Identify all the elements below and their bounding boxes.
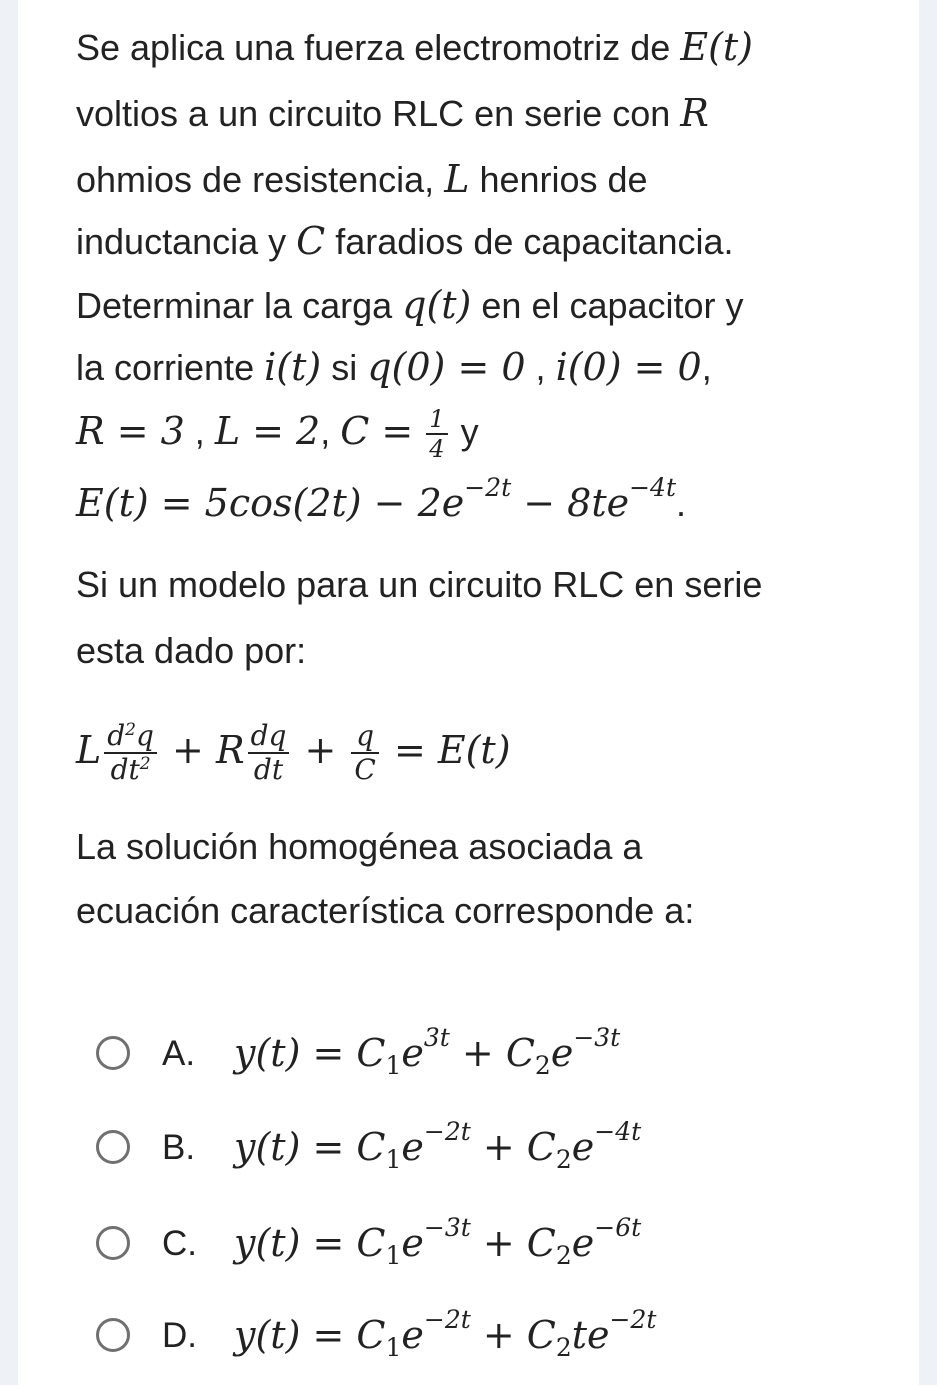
exponent: −3t — [423, 1213, 471, 1242]
radio-button-c[interactable] — [96, 1226, 130, 1260]
math-dt: dt — [110, 753, 140, 787]
separator: , — [184, 411, 215, 452]
problem-text: ohmios de resistencia, — [76, 159, 435, 200]
problem-line-6 — [76, 334, 876, 401]
separator: , — [701, 347, 712, 388]
exponent: 3t — [423, 1023, 450, 1052]
math-mid: + C — [470, 1125, 556, 1169]
problem-text: y — [460, 411, 479, 452]
problem-line-1 — [76, 14, 876, 81]
math-mid: + C — [470, 1221, 556, 1265]
model-line-2 — [76, 618, 876, 684]
fraction-numerator: 1 — [426, 407, 447, 435]
problem-text: Se aplica una fuerza electromotriz de — [76, 27, 671, 68]
math-d: d — [107, 719, 126, 753]
math-q-of-t: q(t) — [402, 283, 472, 327]
option-letter: A. — [162, 1034, 196, 1073]
math-plus: + — [292, 728, 349, 772]
math-e: e — [401, 1313, 424, 1357]
option-letter: C. — [162, 1224, 197, 1263]
math-r-value: R = 3 — [76, 409, 185, 453]
question-line-2 — [76, 878, 876, 944]
exponent: −2t — [609, 1305, 657, 1334]
problem-text: Determinar la carga — [76, 285, 393, 326]
problem-text: en el capacitor y — [481, 285, 744, 326]
fraction-denominator: dt — [253, 753, 284, 787]
math-e-definition: E(t) = 5cos(2t) − 2e — [76, 481, 465, 525]
option-letter: D. — [162, 1316, 197, 1355]
option-a[interactable] — [96, 1024, 816, 1084]
math-e: e — [571, 1125, 595, 1169]
math-i-of-t: i(t) — [264, 345, 322, 389]
option-equation — [234, 1117, 642, 1177]
problem-text: voltios a un circuito RLC en serie con — [76, 93, 671, 134]
subscript: 1 — [385, 1241, 402, 1270]
separator: . — [676, 483, 687, 524]
math-e: e — [571, 1221, 595, 1265]
math-e: te — [571, 1313, 610, 1357]
exponent: −2t — [423, 1305, 471, 1334]
radio-button-b[interactable] — [96, 1130, 130, 1164]
option-d[interactable] — [96, 1306, 816, 1366]
math-e-of-t: E(t) — [680, 25, 754, 69]
math-e: e — [401, 1125, 424, 1169]
math-lhs: y(t) = C — [234, 1221, 386, 1265]
problem-line-8 — [76, 470, 876, 541]
fraction-numerator: q — [351, 722, 378, 754]
question-text: La solución homogénea asociada a — [76, 826, 643, 867]
problem-line-4 — [76, 208, 876, 275]
exponent: −2t — [464, 473, 512, 502]
fraction-dq-dt — [248, 719, 290, 787]
math-i0-condition: i(0) = 0 — [555, 345, 702, 389]
math-l: L — [444, 157, 470, 201]
math-e: e — [401, 1221, 424, 1265]
option-equation — [234, 1213, 642, 1273]
question-text: ecuación característica corresponde a: — [76, 890, 695, 931]
option-equation — [234, 1023, 621, 1083]
math-lhs: y(t) = C — [234, 1125, 386, 1169]
math-c: C — [296, 219, 326, 263]
math-q0-condition: q(0) = 0 — [367, 345, 526, 389]
subscript: 2 — [534, 1051, 551, 1080]
math-lhs: y(t) = C — [234, 1031, 386, 1075]
math-r: R — [215, 728, 245, 772]
math-r: R — [680, 91, 709, 135]
math-lhs: y(t) = C — [234, 1313, 386, 1357]
model-text: esta dado por: — [76, 630, 307, 671]
math-e-definition-tail: − 8te — [511, 481, 630, 525]
radio-button-d[interactable] — [96, 1318, 130, 1352]
model-text: Si un modelo para un circuito RLC en serie — [76, 564, 763, 605]
question-line-1 — [76, 814, 876, 880]
radio-button-a[interactable] — [96, 1036, 130, 1070]
model-equation — [76, 700, 876, 801]
problem-text: inductancia y — [76, 221, 287, 262]
subscript: 1 — [385, 1051, 402, 1080]
problem-text: la corriente — [76, 347, 255, 388]
model-line-1 — [76, 552, 876, 618]
exponent: −3t — [573, 1023, 621, 1052]
problem-text: henrios de — [479, 159, 648, 200]
exponent: −6t — [594, 1213, 642, 1242]
fraction-numerator: dq — [248, 722, 290, 754]
fraction-denominator: C — [354, 753, 376, 787]
exponent: 2 — [125, 720, 136, 741]
subscript: 2 — [555, 1333, 572, 1362]
separator: , — [320, 411, 331, 452]
problem-line-3 — [76, 146, 876, 213]
math-l: L — [76, 728, 102, 772]
exponent: −2t — [423, 1117, 471, 1146]
exponent: 2 — [139, 754, 151, 775]
fraction-denominator: 4 — [429, 435, 445, 464]
option-c[interactable] — [96, 1214, 816, 1274]
problem-text: faradios de capacitancia. — [335, 221, 734, 262]
fraction-d2q-dt2 — [104, 719, 157, 787]
separator: , — [525, 347, 556, 388]
math-mid: + C — [470, 1313, 556, 1357]
math-equals-e: = E(t) — [381, 728, 511, 772]
math-plus: + — [159, 728, 216, 772]
subscript: 2 — [555, 1145, 572, 1174]
problem-text: si — [331, 347, 358, 388]
problem-line-5 — [76, 272, 876, 339]
exponent: −4t — [594, 1117, 642, 1146]
math-c-value: C = — [340, 409, 414, 453]
option-b[interactable] — [96, 1118, 816, 1178]
math-e: e — [550, 1031, 574, 1075]
option-letter: B. — [162, 1128, 196, 1167]
math-mid: + C — [449, 1031, 535, 1075]
subscript: 1 — [385, 1145, 402, 1174]
exponent: −4t — [629, 473, 677, 502]
problem-line-7 — [76, 398, 876, 465]
math-q: q — [136, 719, 154, 753]
math-l-value: L = 2 — [214, 409, 321, 453]
problem-line-2 — [76, 80, 876, 147]
subscript: 2 — [555, 1241, 572, 1270]
math-e: e — [401, 1031, 424, 1075]
option-equation — [234, 1305, 657, 1365]
fraction-one-quarter — [426, 405, 447, 464]
fraction-q-c — [351, 719, 378, 787]
subscript: 1 — [385, 1333, 402, 1362]
